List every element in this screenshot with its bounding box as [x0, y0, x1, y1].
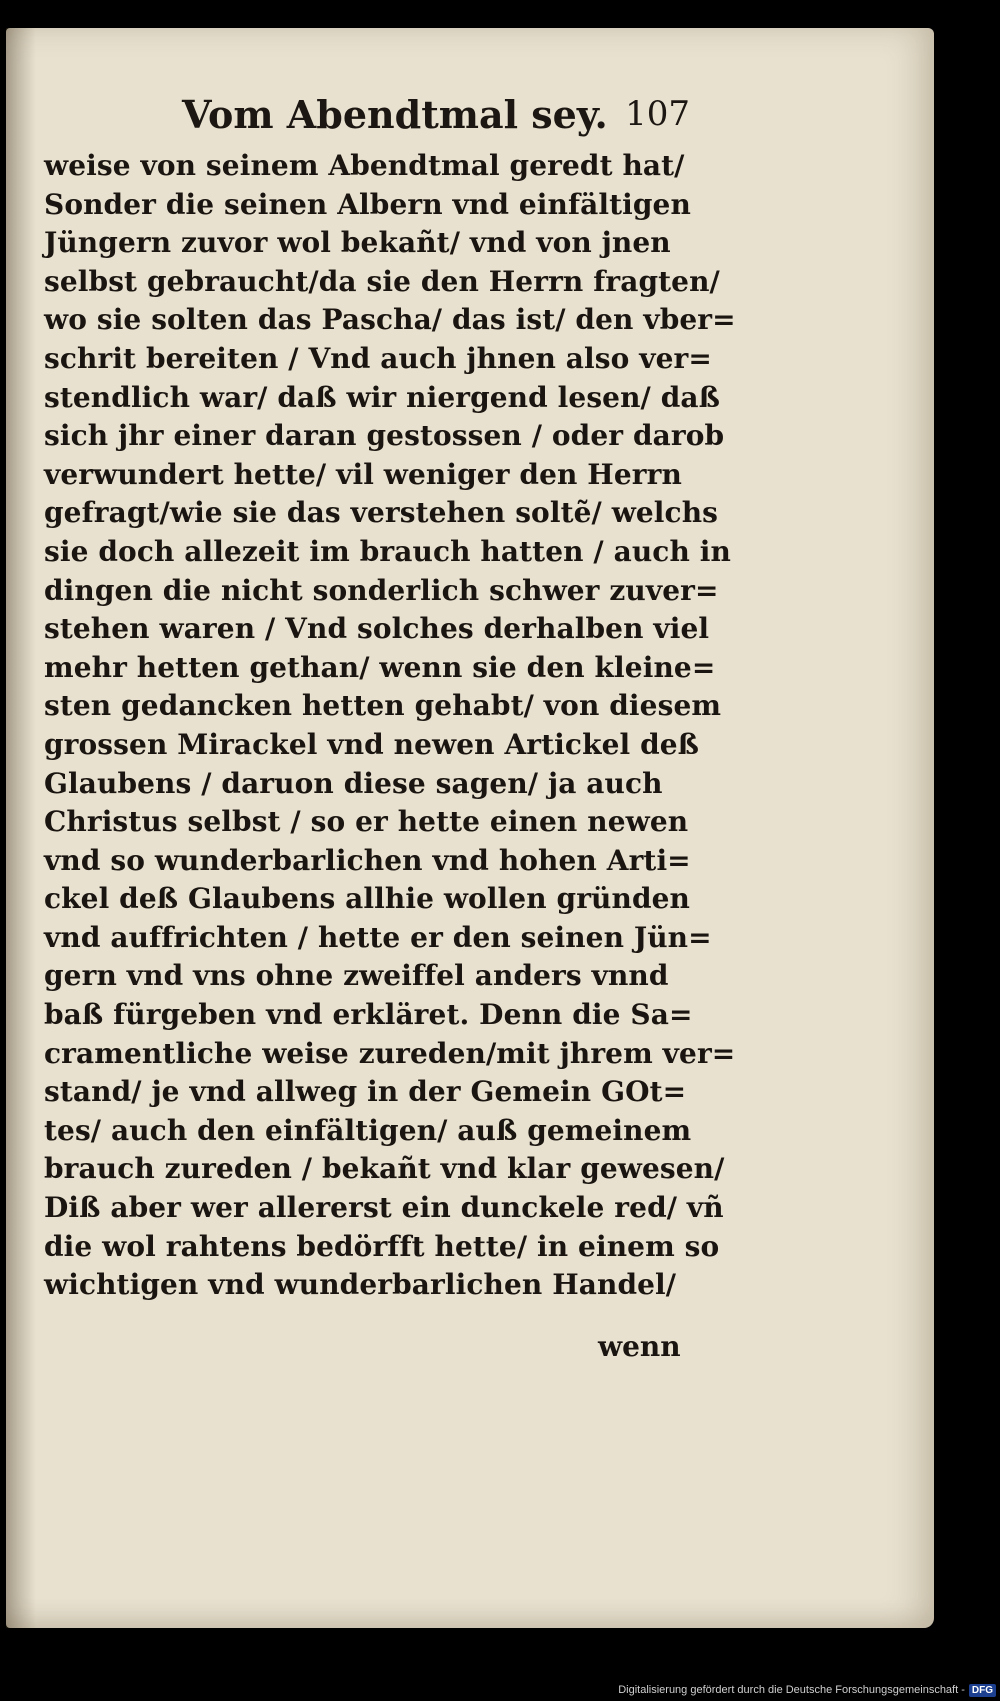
text-line: wo sie solten das Pascha/ das ist/ den vber= [44, 303, 736, 337]
dfg-logo-icon: DFG [969, 1684, 996, 1697]
page-number: 107 [625, 94, 690, 134]
text-line: weise von seinem Abendtmal geredt hat/ [44, 149, 685, 182]
text-line: cramentliche weise zureden/mit jhrem ver= [44, 1036, 736, 1070]
text-line: stand/ je vnd allweg in der Gemein GOt= [44, 1075, 687, 1109]
text-line: verwundert hette/ vil weniger den Herrn [44, 457, 682, 491]
text-line: selbst gebraucht/da sie den Herrn fragten/ [44, 264, 720, 298]
text-line: Christus selbst / so er hette einen newen [44, 805, 689, 839]
text-line: gern vnd vns ohne zweiffel anders vnnd [44, 959, 669, 993]
text-line: vnd so wunderbarlichen vnd hohen Arti= [44, 843, 691, 877]
text-line: Sonder die seinen Albern vnd einfältigen [44, 187, 691, 221]
text-line: stehen waren / Vnd solches derhalben viel [44, 612, 710, 646]
funding-credit: Digitalisierung gefördert durch die Deutsche Forschungsgemeinschaft - [618, 1684, 965, 1696]
text-line: stendlich war/ daß wir niergend lesen/ daß [44, 380, 721, 414]
text-line: Diß aber wer allererst ein dunckele red/ vñ [44, 1191, 724, 1225]
text-line: Glaubens / daruon diese sagen/ ja auch [44, 766, 663, 800]
text-line: tes/ auch den einfältigen/ auß gemeinem [44, 1113, 692, 1147]
text-line: schrit bereiten / Vnd auch jhnen also ver= [44, 341, 712, 375]
running-title: Vom Abendtmal sey. [182, 92, 608, 137]
text-line: Jüngern zuvor wol bekañt/ vnd von jnen [44, 226, 671, 260]
text-line: ckel deß Glaubens allhie wollen gründen [44, 882, 691, 916]
text-line: dingen die nicht sonderlich schwer zuver= [44, 573, 719, 607]
footer-credit-bar [614, 1679, 1000, 1701]
text-line: sten gedancken hetten gehabt/ von diesem [44, 689, 722, 723]
text-line: die wol rahtens bedörfft hette/ in einem so [44, 1229, 720, 1263]
text-line: sich jhr einer daran gestossen / oder darob [44, 419, 725, 453]
text-line: grossen Mirackel vnd newen Artickel deß [44, 727, 700, 761]
catchword: wenn [598, 1330, 681, 1363]
text-line: sie doch allezeit im brauch hatten / auch in [44, 534, 731, 568]
text-line: mehr hetten gethan/ wenn sie den kleine= [44, 650, 716, 684]
text-line: wichtigen vnd wunderbarlichen Handel/ [44, 1268, 677, 1302]
text-line: vnd auffrichten / hette er den seinen Jün= [44, 920, 712, 954]
body-text [44, 147, 736, 1305]
text-line: brauch zureden / bekañt vnd klar gewesen/ [44, 1152, 725, 1186]
text-line: gefragt/wie sie das verstehen soltẽ/ welchs [44, 496, 719, 530]
text-line: baß fürgeben vnd erkläret. Denn die Sa= [44, 998, 693, 1032]
page-header [170, 92, 690, 148]
